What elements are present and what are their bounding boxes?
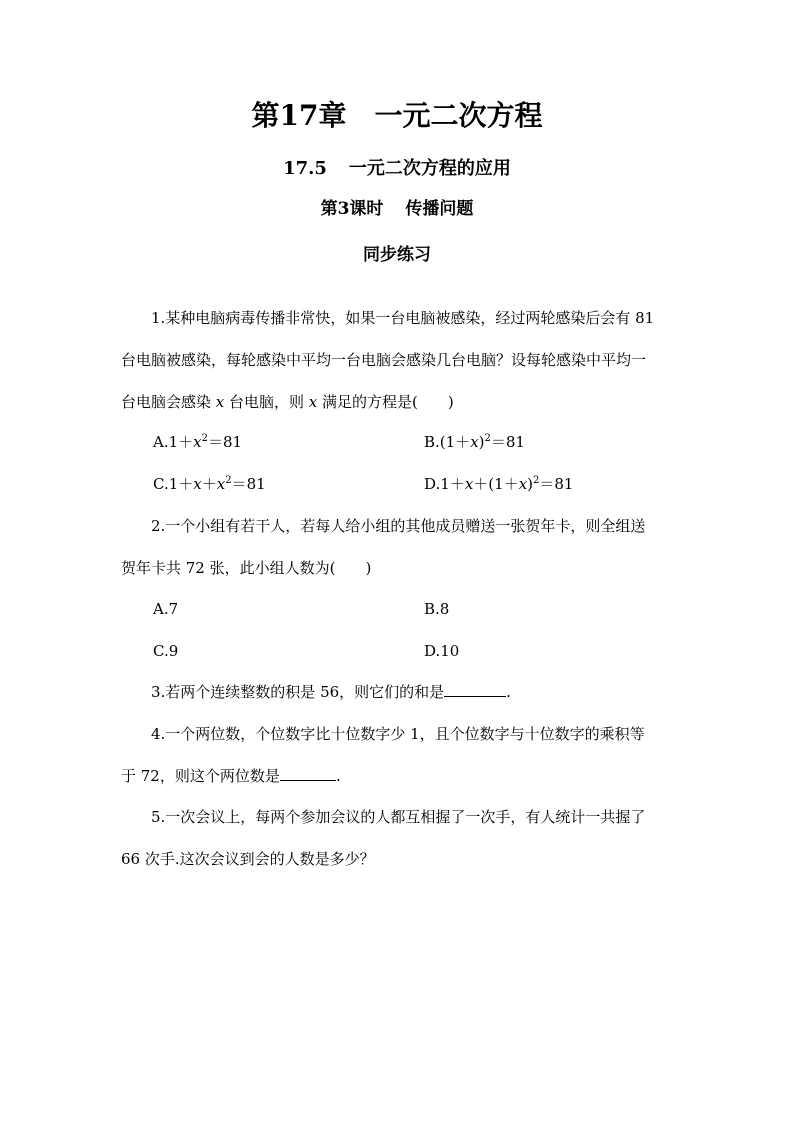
q1-option-d[interactable]: $D.1+x+(1+x)^2=81$	[424, 475, 574, 493]
lesson-title: 传播问题	[405, 199, 474, 219]
q5-line-2: 66 次手.这次会议到会的人数是多少？	[121, 850, 375, 868]
q5-line-1: 5.一次会议上，每两个参加会议的人都互相握了一次手，有人统计一共握了	[151, 808, 646, 826]
answer-blank-4[interactable]	[280, 766, 336, 781]
q1-option-b[interactable]: $B.(1+x)^2=81$	[424, 433, 525, 451]
q2-line-2: 贺年卡共 72 张，此小组人数为( )	[121, 559, 372, 577]
chapter-number: 第17章	[251, 99, 347, 132]
q2-option-a[interactable]: A.7	[153, 600, 179, 618]
q3-line: 3.若两个连续整数的积是 56，则它们的和是 .	[151, 683, 511, 701]
q1-option-a[interactable]: $A.1+x^2=81$	[153, 433, 243, 451]
section-number: 17.5	[283, 158, 327, 179]
q1-line-1: 1.某种电脑病毒传播非常快，如果一台电脑被感染，经过两轮感染后会有 81	[151, 309, 655, 327]
answer-blank-3[interactable]	[444, 682, 506, 697]
section-title: 一元二次方程的应用	[348, 158, 511, 179]
lesson-heading	[0, 197, 794, 221]
exercise-title: 同步练习	[363, 245, 431, 265]
chapter-title: 一元二次方程	[374, 99, 543, 132]
section-heading	[0, 156, 794, 182]
q4-line-1: 4.一个两位数，个位数字比十位数字少 1，且个位数字与十位数字的乘积等	[151, 725, 645, 743]
q2-option-c[interactable]: C.9	[153, 642, 179, 660]
chapter-heading	[0, 96, 794, 136]
q1-line-3: 台电脑会感染 x 台电脑，则 x 满足的方程是( )	[121, 393, 454, 411]
q2-option-d[interactable]: D.10	[424, 642, 460, 660]
lesson-number: 第3课时	[320, 199, 384, 219]
q1-line-2: 台电脑被感染，每轮感染中平均一台电脑会感染几台电脑？设每轮感染中平均一	[121, 351, 647, 369]
q2-option-b[interactable]: B.8	[424, 600, 450, 618]
q4-line-2: 于 72，则这个两位数是 .	[121, 767, 341, 785]
q1-option-c[interactable]: $C.1+x+x^2=81$	[153, 475, 266, 493]
q2-line-1: 2.一个小组有若干人，若每人给小组的其他成员赠送一张贺年卡，则全组送	[151, 517, 646, 535]
